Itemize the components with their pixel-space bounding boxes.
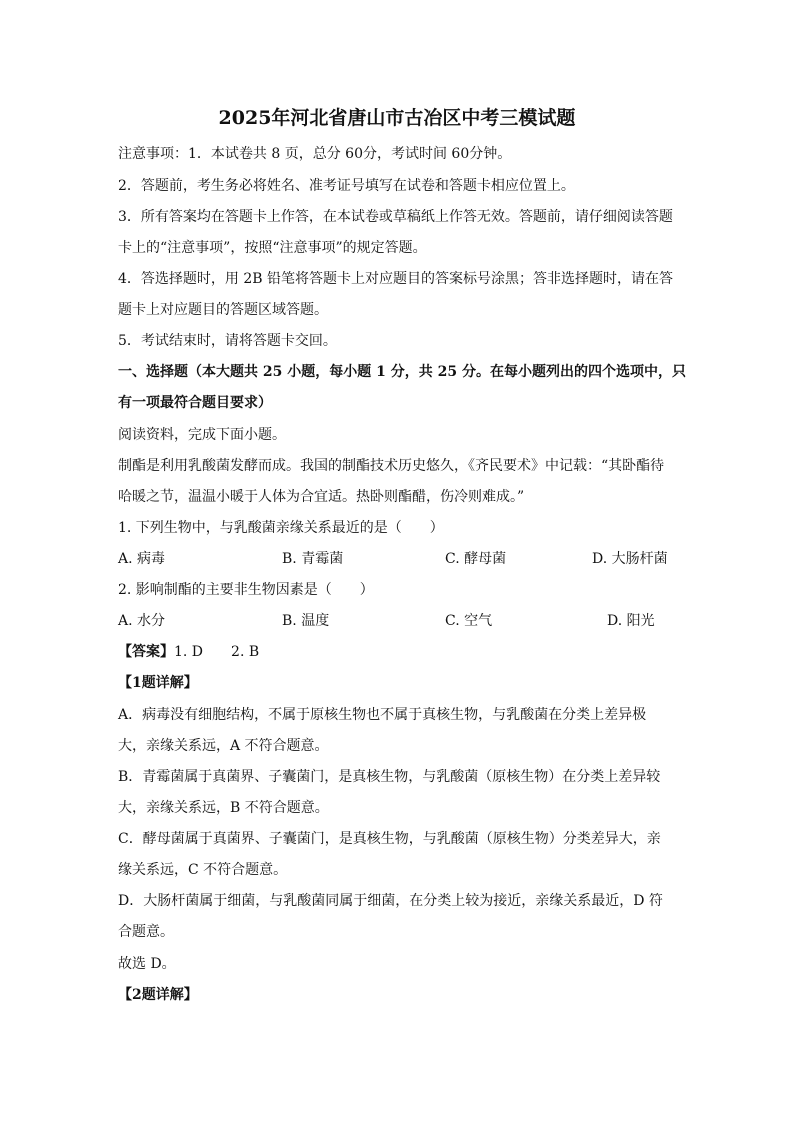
note-line: 3．所有答案均在答题卡上作答，在本试卷或草稿纸上作答无效。答题前，请仔细阅读答题 bbox=[118, 209, 673, 225]
answer-label: 【答案】 bbox=[118, 644, 174, 660]
detail-line: 大，亲缘关系远，A 不符合题意。 bbox=[118, 738, 329, 754]
answer-line bbox=[118, 642, 678, 662]
question-option: D. 大肠杆菌 bbox=[592, 551, 668, 567]
note-line: 卡上的“注意事项”，按照“注意事项”的规定答题。 bbox=[118, 240, 427, 256]
note-line: 2．答题前，考生务必将姓名、准考证号填写在试卷和答题卡相应位置上。 bbox=[118, 178, 575, 194]
question-option: A. 病毒 bbox=[118, 551, 166, 567]
detail-line: D．大肠杆菌属于细菌，与乳酸菌同属于细菌，在分类上较为接近，亲缘关系最近，D 符 bbox=[118, 893, 663, 909]
detail-line: 故选 D。 bbox=[118, 956, 176, 972]
question-option: B. 青霉菌 bbox=[282, 551, 344, 567]
question-stem: 1. 下列生物中，与乳酸菌亲缘关系最近的是（ ） bbox=[118, 520, 444, 536]
section-heading: 有一项最符合题目要求） bbox=[118, 395, 272, 411]
detail-heading: 【1题详解】 bbox=[118, 675, 198, 691]
reading-intro: 阅读资料，完成下面小题。 bbox=[118, 427, 286, 443]
question-option: C. 空气 bbox=[445, 613, 493, 629]
question-stem: 2. 影响制酯的主要非生物因素是（ ） bbox=[118, 582, 374, 598]
detail-heading: 【2题详解】 bbox=[118, 987, 198, 1003]
page-title: 2025年河北省唐山市古冶区中考三模试题 bbox=[218, 107, 576, 129]
question-option: C. 酵母菌 bbox=[445, 551, 507, 567]
note-line: 题卡上对应题目的答题区域答题。 bbox=[118, 302, 328, 318]
note-line: 4．答选择题时，用 2B 铅笔将答题卡上对应题目的答案标号涂黑；答非选择题时，请在答 bbox=[118, 271, 674, 287]
detail-line: 大，亲缘关系远，B 不符合题意。 bbox=[118, 800, 329, 816]
detail-line: C．酵母菌属于真菌界、子囊菌门，是真核生物，与乳酸菌（原核生物）分类差异大，亲 bbox=[118, 831, 661, 847]
detail-line: B．青霉菌属于真菌界、子囊菌门，是真核生物，与乳酸菌（原核生物）在分类上差异较 bbox=[118, 769, 661, 785]
note-line: 5．考试结束时，请将答题卡交回。 bbox=[118, 333, 337, 349]
answer-text: 1. D 2. B bbox=[174, 644, 260, 660]
note-line: 注意事项：1．本试卷共 8 页，总分 60分，考试时间 60分钟。 bbox=[118, 146, 512, 162]
reading-paragraph: 哈暖之节，温温小暖于人体为合宜适。热卧则酯醋，伤冷则难成。” bbox=[118, 489, 525, 505]
question-option: B. 温度 bbox=[282, 613, 330, 629]
question-option: D. 阳光 bbox=[607, 613, 655, 629]
detail-line: A．病毒没有细胞结构，不属于原核生物也不属于真核生物，与乳酸菌在分类上差异极 bbox=[118, 707, 647, 723]
detail-line: 缘关系远，C 不符合题意。 bbox=[118, 862, 288, 878]
section-heading: 一、选择题（本大题共 25 小题，每小题 1 分，共 25 分。在每小题列出的四个选项中，只 bbox=[118, 364, 686, 380]
reading-paragraph: 制酯是利用乳酸菌发酵而成。我国的制酯技术历史悠久，《齐民要术》中记载：“其卧酯待 bbox=[118, 458, 665, 474]
question-option: A. 水分 bbox=[118, 613, 166, 629]
detail-line: 合题意。 bbox=[118, 924, 174, 940]
